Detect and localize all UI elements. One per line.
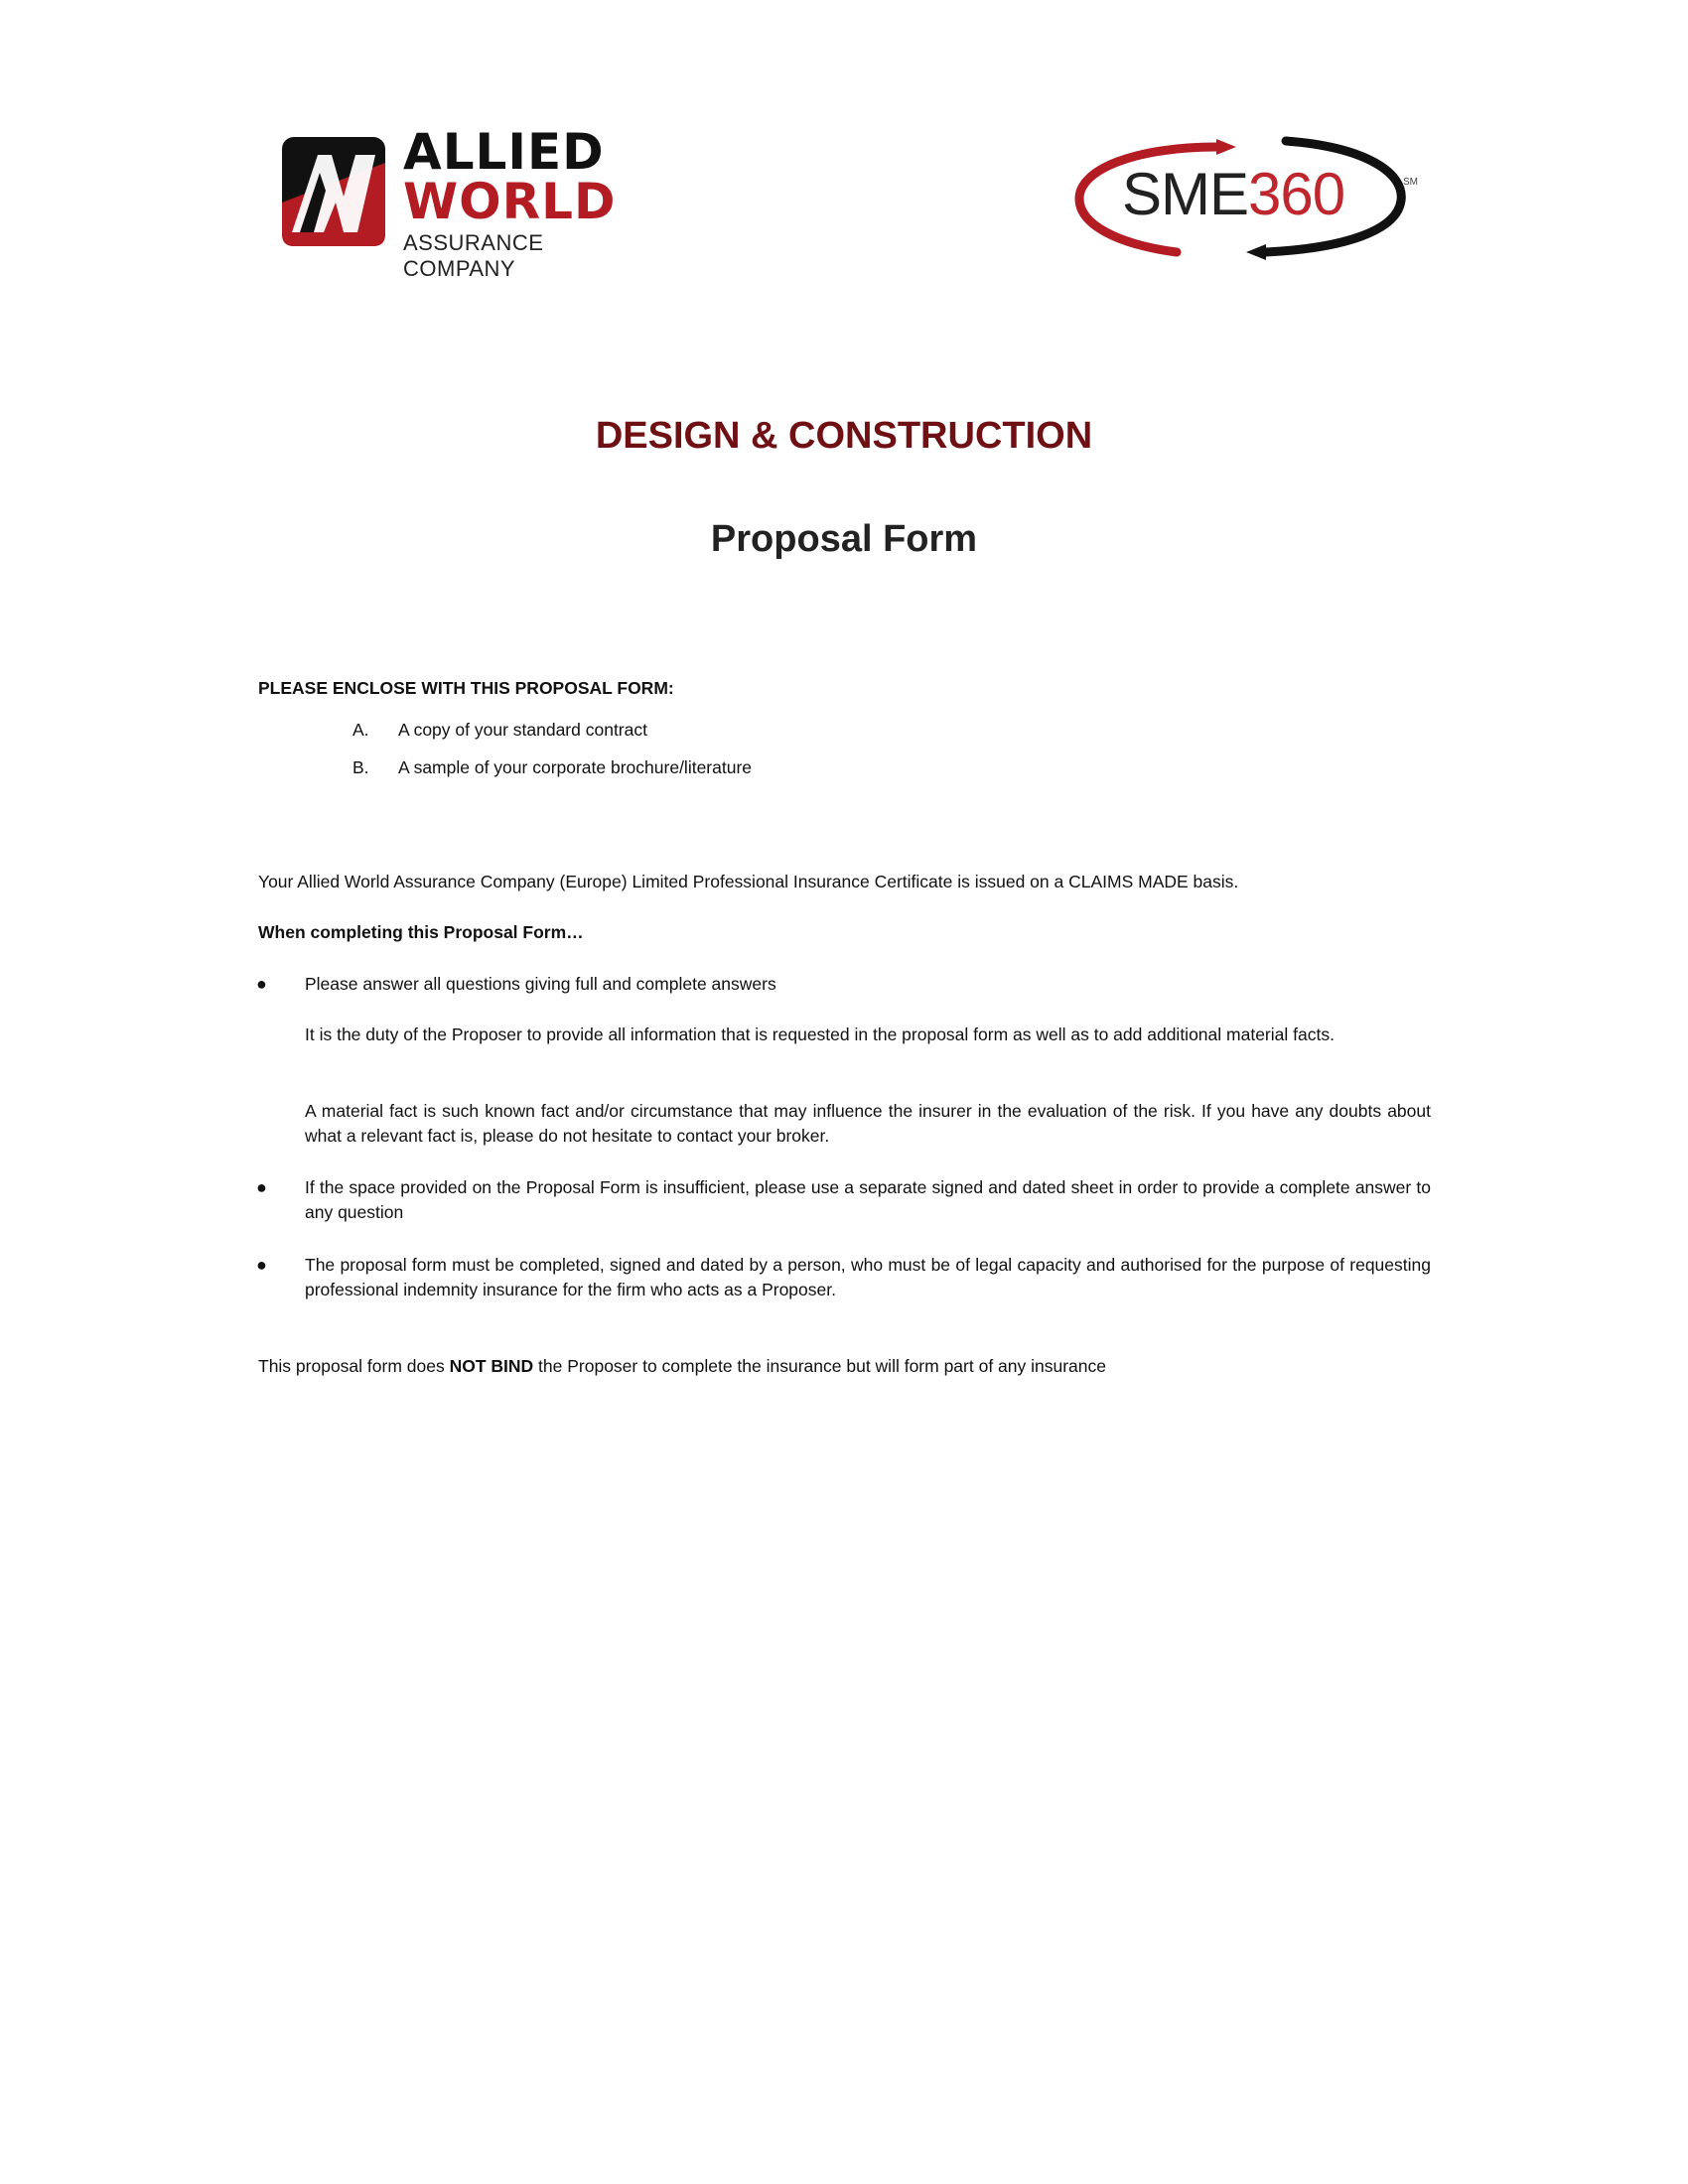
360-word: 360: [1248, 161, 1345, 227]
enclose-item-text: A sample of your corporate brochure/literature: [398, 757, 753, 777]
certificate-note: Your Allied World Assurance Company (Europe) Limited Professional Insurance Certificate is issued on a CLAIMS MADE basis.: [258, 872, 1239, 891]
assurance-company-word: ASSURANCE COMPANY: [403, 230, 544, 281]
instruction-paragraph: A material fact is such known fact and/or circumstance that may influence the insurer in the evaluation of the risk. If you have any doubts about what a relevant fact is, please do not hesitate to contact your broker.: [305, 1101, 1431, 1146]
instruction-bullet: Please answer all questions giving full and complete answers: [305, 974, 776, 994]
service-mark: SM: [1403, 177, 1418, 188]
allied-world-logo: [278, 123, 645, 281]
bullet-icon: ●: [256, 974, 267, 994]
allied-word: ALLIED: [403, 123, 605, 181]
aw-monogram-icon: [278, 133, 389, 250]
instructions-heading: When completing this Proposal Form…: [258, 922, 584, 942]
document-subtitle: Proposal Form: [710, 518, 978, 560]
bullet-icon: ●: [256, 1255, 267, 1275]
not-bind-post: the Proposer to complete the insurance but will form part of any insurance: [533, 1356, 1106, 1376]
enclose-item-text: A copy of your standard contract: [398, 720, 647, 740]
bullet-icon: ●: [256, 1177, 267, 1197]
not-bind-pre: This proposal form does: [258, 1356, 450, 1376]
enclose-heading: PLEASE ENCLOSE WITH THIS PROPOSAL FORM:: [258, 678, 674, 698]
instruction-bullet: If the space provided on the Proposal Form is insufficient, please use a separate signed and dated sheet in order to provide a complete answer to any question: [305, 1177, 1431, 1222]
instruction-paragraph: It is the duty of the Proposer to provide all information that is requested in the proposal form as well as to add additional material facts.: [305, 1024, 1335, 1044]
world-word: WORLD: [403, 173, 617, 230]
enclose-item-letter: B.: [352, 757, 369, 777]
sme360-wordmark: [1122, 161, 1345, 227]
not-bind-emphasis: NOT BIND: [449, 1356, 534, 1376]
instruction-bullet: The proposal form must be completed, signed and dated by a person, who must be of legal capacity and authorised for the purpose of requesting professional indemnity insurance for the firm who acts as a Proposer.: [305, 1255, 1431, 1299]
sme-word: SME: [1122, 161, 1249, 227]
allied-world-wordmark: [403, 123, 645, 282]
sme360-logo: [1067, 129, 1425, 268]
enclose-item-letter: A.: [352, 720, 369, 740]
not-bind-note: [258, 1354, 1106, 1379]
document-title: DESIGN & CONSTRUCTION: [595, 415, 1093, 457]
